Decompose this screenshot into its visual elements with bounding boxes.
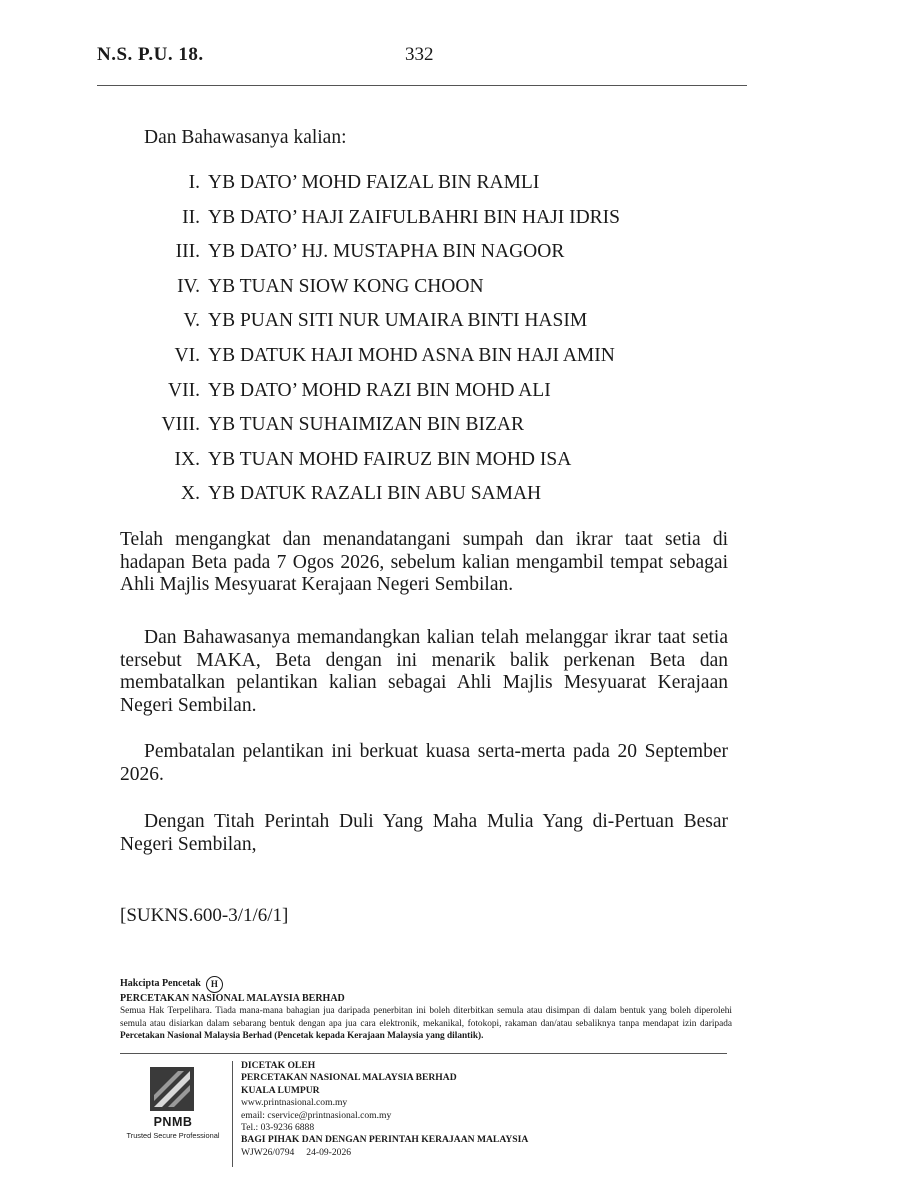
member-name: YB TUAN SIOW KONG CHOON bbox=[208, 275, 484, 297]
copyright-title-text: Hakcipta Pencetak bbox=[120, 977, 201, 989]
oath-text: Telah mengangkat dan menandatangani sumpah dan ikrar taat setia di hadapan Beta pada 7 Ogos 2026, sebelum kalian mengambil tempat sebagai Ahli Majlis Mesyuarat Kerajaan Negeri Sembilan. bbox=[120, 529, 728, 596]
oath-paragraph bbox=[120, 529, 728, 597]
printer-info bbox=[241, 1060, 528, 1159]
copyright-org: PERCETAKAN NASIONAL MALAYSIA BERHAD bbox=[120, 993, 345, 1004]
member-name: YB DATO’ HJ. MUSTAPHA BIN NAGOOR bbox=[208, 241, 565, 263]
item-numeral: VII. bbox=[168, 379, 200, 401]
names-list bbox=[120, 172, 760, 518]
member-name: YB TUAN MOHD FAIRUZ BIN MOHD ISA bbox=[208, 448, 572, 470]
item-numeral: III. bbox=[175, 241, 200, 263]
gazette-reference: N.S. P.U. 18. bbox=[97, 44, 204, 65]
list-item bbox=[120, 207, 760, 242]
logo-tagline: Trusted Secure Professional bbox=[126, 1131, 220, 1140]
list-item bbox=[120, 310, 760, 345]
member-name: YB DATO’ MOHD RAZI BIN MOHD ALI bbox=[208, 379, 551, 401]
effective-paragraph bbox=[120, 741, 728, 786]
pnmb-logo-icon bbox=[150, 1067, 194, 1111]
copyright-h-icon: H bbox=[206, 976, 223, 993]
filing-reference: [SUKNS.600-3/1/6/1] bbox=[120, 905, 289, 926]
printed-by: DICETAK OLEH bbox=[241, 1060, 316, 1071]
intro-line: Dan Bahawasanya kalian: bbox=[144, 127, 347, 148]
revocation-text: Dan Bahawasanya memandangkan kalian telah melanggar ikrar taat setia tersebut MAKA, Beta dengan ini menarik balik perkenan Beta dan membatalkan pelantikan kalian sebagai Ahli Majlis Mesyuarat Kerajaan Negeri Sembilan. bbox=[120, 627, 728, 717]
page-header bbox=[97, 44, 747, 84]
list-item bbox=[120, 345, 760, 380]
list-item bbox=[120, 483, 760, 518]
header-divider bbox=[97, 85, 747, 86]
page-number: 332 bbox=[405, 44, 434, 65]
footer-vertical-divider bbox=[232, 1061, 233, 1167]
print-code: WJW26/0794 24-09-2026 bbox=[241, 1146, 352, 1158]
logo-name: PNMB bbox=[153, 1115, 193, 1129]
member-name: YB TUAN SUHAIMIZAN BIN BIZAR bbox=[208, 414, 524, 436]
item-numeral: VIII. bbox=[161, 414, 200, 436]
command-paragraph bbox=[120, 811, 728, 856]
printer-authority: BAGI PIHAK DAN DENGAN PERINTAH KERAJAAN MALAYSIA bbox=[241, 1134, 529, 1146]
effective-text: Pembatalan pelantikan ini berkuat kuasa serta-merta pada 20 September 2026. bbox=[120, 741, 728, 785]
list-item bbox=[120, 241, 760, 276]
printer-city: KUALA LUMPUR bbox=[241, 1084, 320, 1096]
copyright-title bbox=[120, 975, 732, 993]
printer-email: email: cservice@printnasional.com.my bbox=[241, 1109, 392, 1121]
pnmb-logo bbox=[120, 1067, 226, 1147]
member-name: YB DATUK HAJI MOHD ASNA BIN HAJI AMIN bbox=[208, 344, 615, 366]
item-numeral: V. bbox=[183, 310, 200, 332]
printer-org: PERCETAKAN NASIONAL MALAYSIA BERHAD bbox=[241, 1072, 457, 1084]
list-item bbox=[120, 380, 760, 415]
copyright-body-bold: Percetakan Nasional Malaysia Berhad (Pencetak kepada Kerajaan Malaysia yang dilantik). bbox=[120, 1031, 484, 1042]
list-item bbox=[120, 449, 760, 484]
list-item bbox=[120, 414, 760, 449]
printer-tel: Tel.: 03-9236 6888 bbox=[241, 1122, 315, 1134]
member-name: YB DATUK RAZALI BIN ABU SAMAH bbox=[208, 483, 542, 505]
item-numeral: IX. bbox=[174, 448, 200, 470]
footer-divider bbox=[120, 1053, 727, 1054]
member-name: YB DATO’ HAJI ZAIFULBAHRI BIN HAJI IDRIS bbox=[208, 206, 621, 228]
command-text: Dengan Titah Perintah Duli Yang Maha Mulia Yang di-Pertuan Besar Negeri Sembilan, bbox=[120, 811, 728, 855]
list-item bbox=[120, 172, 760, 207]
list-item bbox=[120, 276, 760, 311]
item-numeral: VI. bbox=[174, 344, 200, 366]
copyright-text bbox=[120, 1005, 732, 1042]
copyright-notice bbox=[120, 975, 732, 1043]
item-numeral: I. bbox=[188, 172, 200, 193]
member-name: YB PUAN SITI NUR UMAIRA BINTI HASIM bbox=[208, 310, 588, 332]
revocation-paragraph bbox=[120, 627, 728, 718]
printer-website: www.printnasional.com.my bbox=[241, 1097, 348, 1109]
item-numeral: IV. bbox=[177, 275, 200, 297]
item-numeral: X. bbox=[181, 483, 200, 505]
item-numeral: II. bbox=[182, 206, 200, 228]
member-name: YB DATO’ MOHD FAIZAL BIN RAMLI bbox=[208, 172, 540, 193]
copyright-body: Semua Hak Terpelihara. Tiada mana-mana bahagian jua daripada penerbitan ini boleh diterbitkan semula atau disimpan di dalam bentuk yang boleh diperolehi semula atau disiarkan dalam sebarang bentuk dengan apa jua cara elektronik, mekanikal, fotokopi, rakaman dan/atau sebaliknya tanpa mendapat izin daripada bbox=[120, 1006, 732, 1029]
